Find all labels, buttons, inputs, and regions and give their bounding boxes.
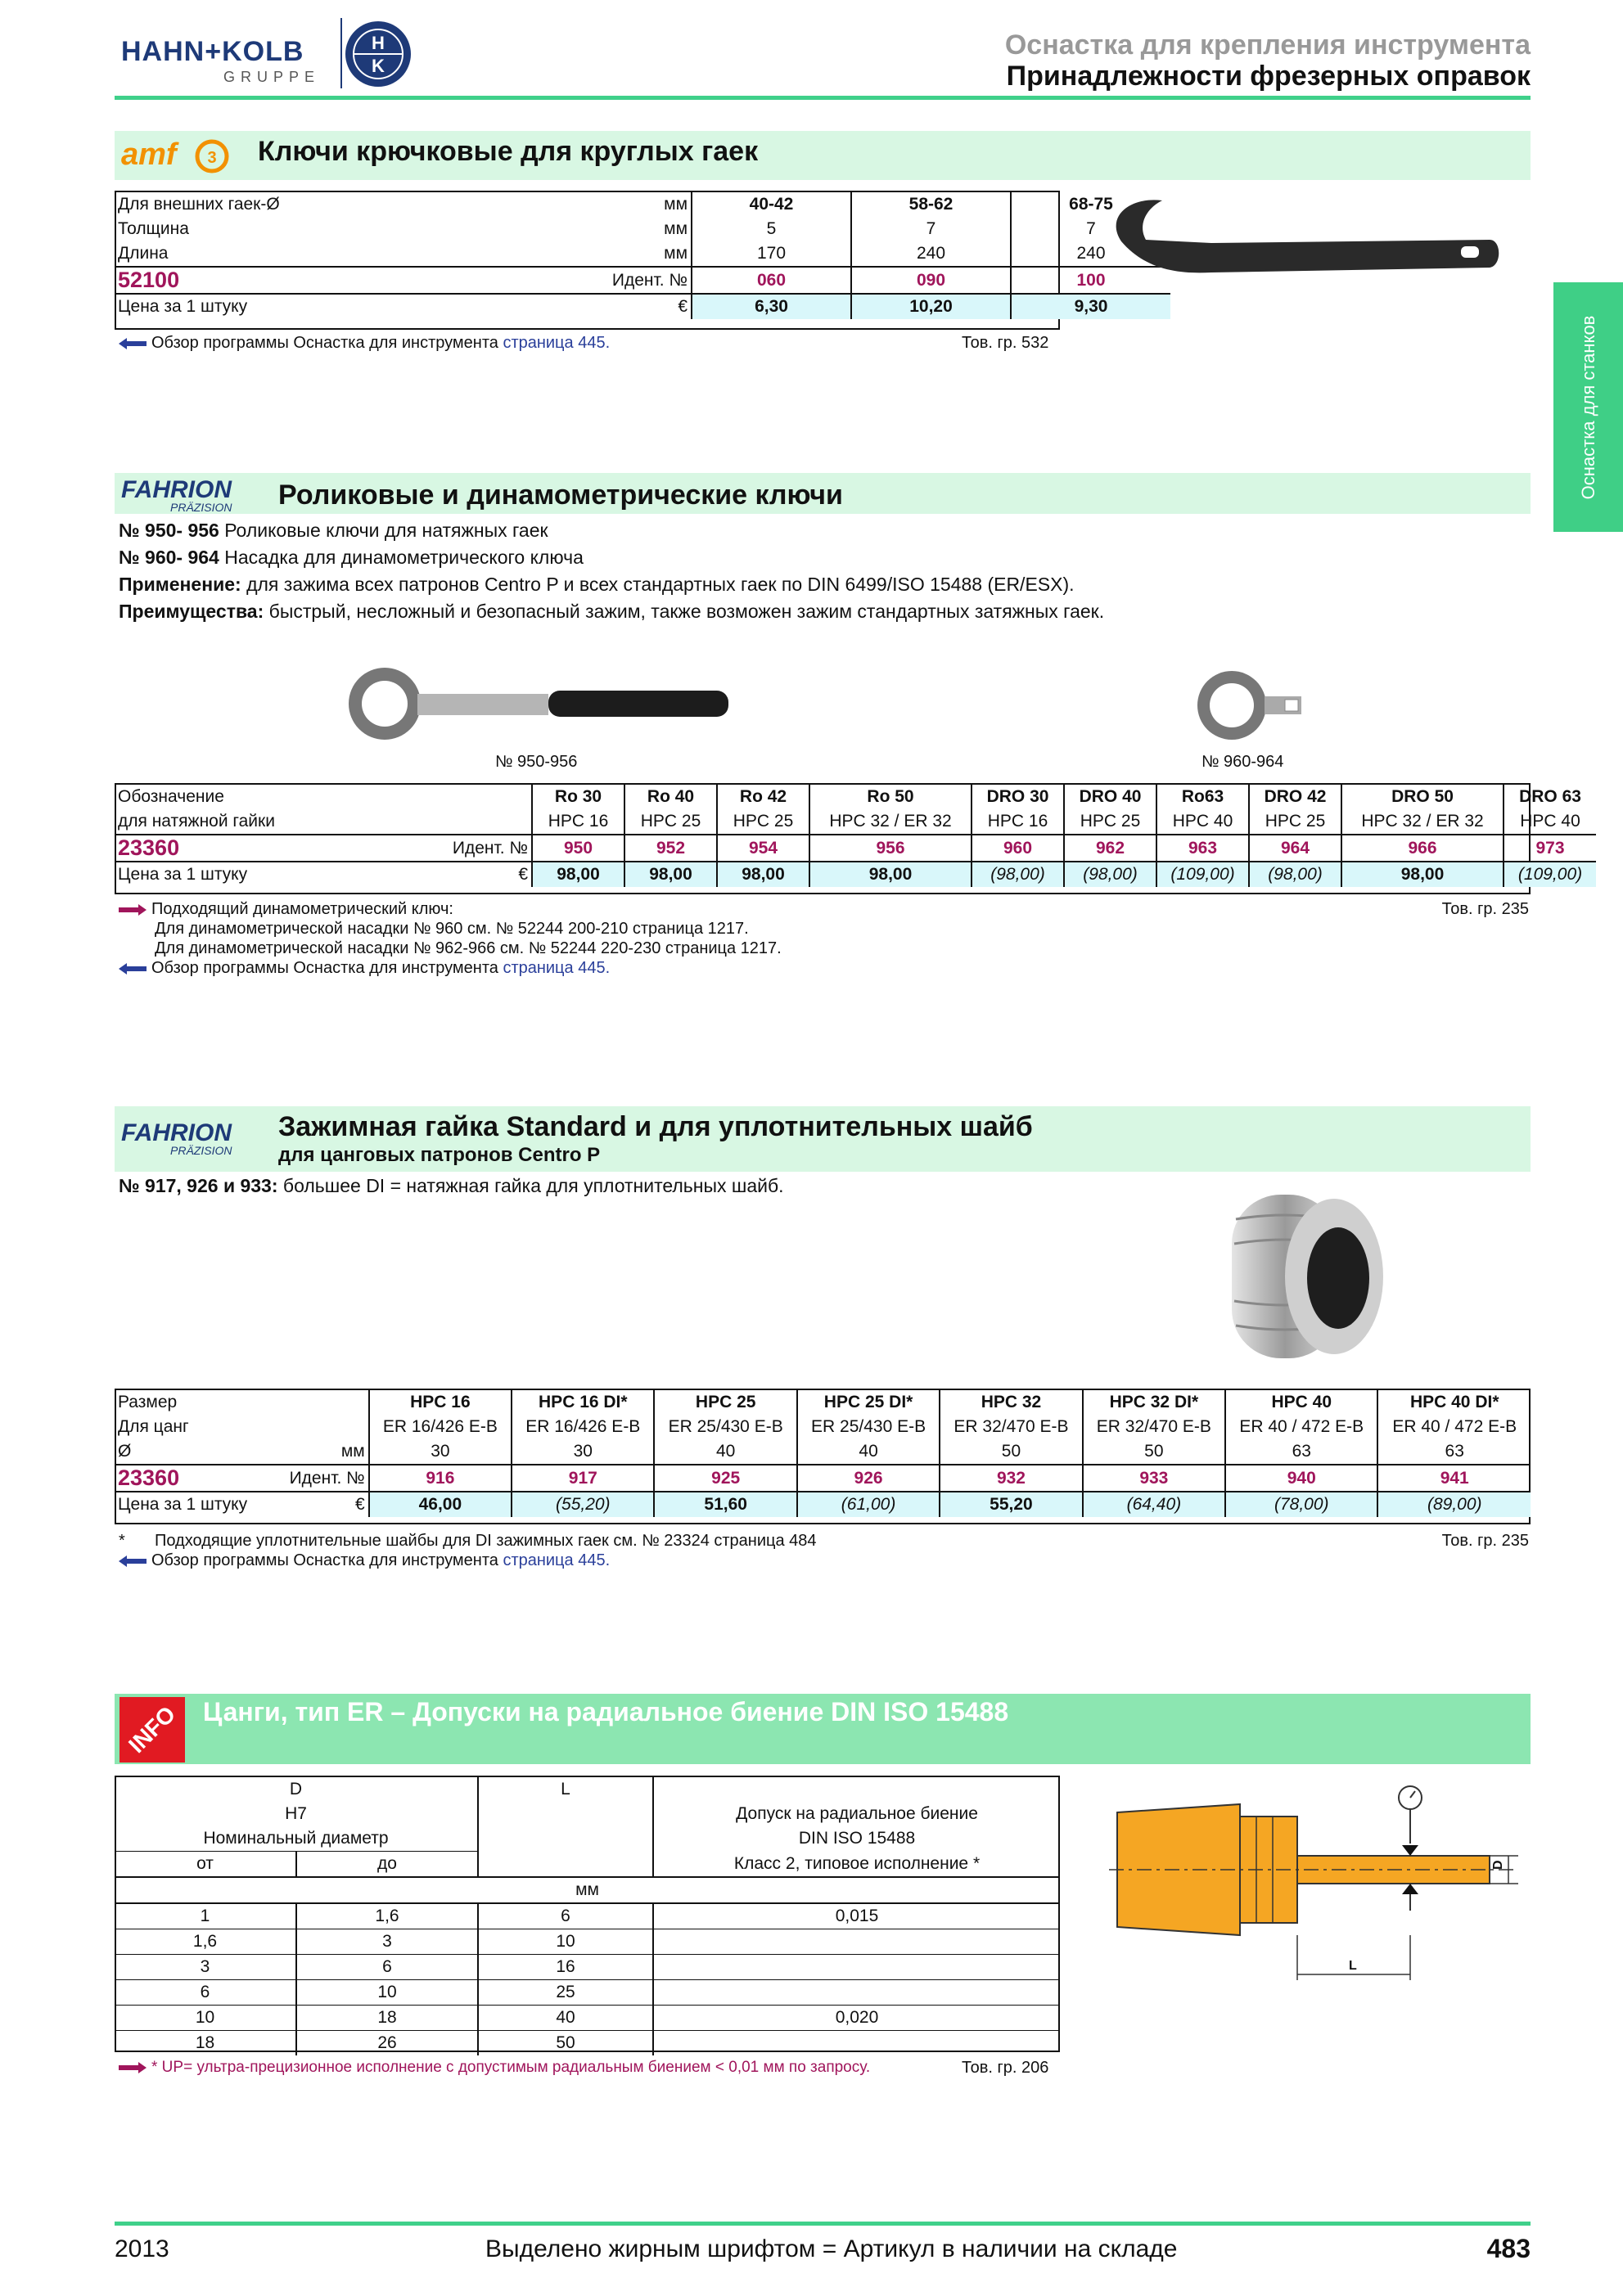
diagram-L-label: L: [1349, 1959, 1357, 1973]
price-cell: 51,60: [654, 1492, 796, 1517]
ident-cell[interactable]: 916: [369, 1465, 512, 1492]
line-bold: № 917, 926 и 933:: [119, 1175, 278, 1196]
fahrion-logo-sub: PRÄZISION: [170, 1144, 232, 1157]
section1-title: Ключи крючковые для круглых гаек: [258, 136, 759, 167]
price-label: Цена за 1 штуку: [115, 1492, 274, 1517]
section2-line3: [119, 574, 1075, 596]
line-text: быстрый, несложный и безопасный зажим, также возможен зажим стандартных затяжных гаек.: [264, 601, 1105, 622]
section3-table: [115, 1390, 1531, 1517]
price-cell: 6,30: [692, 294, 851, 319]
table-cell: HPC 40 DI*: [1377, 1390, 1531, 1415]
fahrion-logo-text: FAHRION: [121, 1119, 232, 1146]
currency: €: [422, 862, 532, 887]
table-cell: 7: [851, 217, 1011, 241]
table-cell: 30: [512, 1439, 654, 1465]
price-cell: 98,00: [717, 862, 809, 887]
overview-text: Обзор программы Оснастка для инструмента: [151, 959, 503, 977]
svg-text:K: K: [372, 56, 385, 76]
table-cell: HPC 40: [1225, 1390, 1377, 1415]
back-arrow-icon: [119, 1555, 147, 1567]
table-row: [115, 1852, 1060, 1878]
ident-cell[interactable]: 925: [654, 1465, 796, 1492]
ident-cell[interactable]: 926: [797, 1465, 940, 1492]
table-cell: 3: [296, 1929, 478, 1955]
header-tol1: Допуск на радиальное биение: [653, 1802, 1060, 1826]
note-text: * UP= ультра-прецизионное исполнение с допустимым радиальным биением < 0,01 мм по запросу.: [151, 2059, 871, 2076]
table-cell: Ro63: [1156, 785, 1249, 809]
section2-line1: [119, 520, 548, 542]
table-cell: 10: [478, 1929, 653, 1955]
article-number[interactable]: 23360: [115, 835, 422, 862]
table-cell: 30: [369, 1439, 512, 1465]
header-tol3: Класс 2, типовое исполнение *: [653, 1852, 1060, 1878]
section3-footnote-star: *: [119, 1532, 125, 1550]
table-cell: ER 16/426 E-B: [512, 1415, 654, 1439]
table-cell: DRO 63: [1504, 785, 1596, 809]
table-row: [115, 1929, 1060, 1955]
line-text: для зажима всех патронов Centro P и всех стандартных гаек по DIN 6499/ISO 15488 (ER/ESX).: [241, 574, 1075, 595]
table-cell: DRO 40: [1064, 785, 1156, 809]
table-cell: Ro 40: [624, 785, 717, 809]
table-cell: HPC 32 / ER 32: [1341, 809, 1504, 835]
header-L: L: [478, 1777, 653, 1802]
table-cell: 25: [478, 1980, 653, 2006]
price-label: Цена за 1 штуку: [115, 862, 422, 887]
table-cell: 63: [1377, 1439, 1531, 1465]
section2-overview: [119, 959, 610, 978]
table-row: [115, 2031, 1060, 2056]
logo-divider: [340, 18, 342, 88]
fahrion-logo-text: FAHRION: [121, 476, 232, 503]
currency: €: [577, 294, 692, 319]
amf-gear-icon: [195, 139, 229, 173]
overview-link[interactable]: страница 445.: [503, 959, 611, 977]
row-label: Для внешних гаек-Ø: [118, 195, 280, 214]
row-label: Обозначение: [118, 787, 224, 806]
table-cell: 50: [1083, 1439, 1225, 1465]
table-cell: 6: [200, 1983, 210, 2001]
section1-table: [115, 192, 1170, 319]
info-badge-icon: [119, 1697, 185, 1763]
side-tab-label: Оснастка для станков: [1577, 315, 1598, 499]
table-cell: ER 40 / 472 E-B: [1377, 1415, 1531, 1439]
table-cell: 50: [940, 1439, 1082, 1465]
ident-label: Идент. №: [422, 835, 532, 862]
price-cell: 55,20: [940, 1492, 1082, 1517]
currency: €: [274, 1492, 368, 1517]
section2-line2: [119, 547, 584, 569]
hk-emblem-icon: [344, 20, 413, 88]
price-label: Цена за 1 штуку: [115, 294, 577, 319]
table-cell: [653, 1929, 1060, 1955]
back-arrow-icon: [119, 338, 147, 349]
row-unit: мм: [340, 1442, 365, 1461]
table-cell: 5: [692, 217, 851, 241]
header-category: Оснастка для крепления инструмента: [1004, 29, 1531, 61]
row-unit: мм: [664, 195, 688, 214]
table-row: [115, 1777, 1060, 1802]
price-row: [115, 1492, 1531, 1517]
ident-cell[interactable]: 090: [851, 267, 1011, 294]
header-tol2: DIN ISO 15488: [653, 1826, 1060, 1852]
table-cell: 18: [195, 2033, 215, 2052]
price-row: [115, 862, 1596, 887]
table-cell: 0,020: [653, 2006, 1060, 2031]
table-cell: ER 32/470 E-B: [1083, 1415, 1225, 1439]
table-cell: ER 32/470 E-B: [940, 1415, 1082, 1439]
table-cell: [653, 2031, 1060, 2056]
table-cell: HPC 40: [1156, 809, 1249, 835]
table-row: [115, 1802, 1060, 1826]
table-cell: HPC 16 DI*: [512, 1390, 654, 1415]
table-cell: DRO 42: [1249, 785, 1341, 809]
section2-tov: Тов. гр. 235: [1441, 900, 1529, 918]
amf-logo-text: amf: [121, 137, 177, 172]
price-cell: 98,00: [624, 862, 717, 887]
table-cell: [653, 1955, 1060, 1980]
table-cell: ER 16/426 E-B: [369, 1415, 512, 1439]
unit-cell: мм: [115, 1877, 1060, 1903]
table-cell: HPC 32 / ER 32: [809, 809, 972, 835]
price-cell: (64,40): [1083, 1492, 1225, 1517]
table-cell: HPC 25 DI*: [797, 1390, 940, 1415]
ident-cell[interactable]: 963: [1156, 835, 1249, 862]
table-cell: 240: [1011, 241, 1170, 267]
table-cell: ER 25/430 E-B: [797, 1415, 940, 1439]
logo-text: HAHN+KOLB: [121, 36, 304, 67]
table-cell: HPC 25: [1064, 809, 1156, 835]
header-D: D: [289, 1780, 303, 1799]
price-cell: 98,00: [1341, 862, 1504, 887]
table-cell: 1,6: [296, 1903, 478, 1929]
table-cell: 1: [115, 1903, 296, 1929]
info-badge-text: INFO: [124, 1701, 181, 1758]
section4-table: [115, 1777, 1060, 2055]
row-label: Толщина: [118, 219, 189, 238]
unit-row: [115, 1877, 1060, 1903]
line-text: большее DI = натяжная гайка для уплотнительных шайб.: [277, 1175, 784, 1196]
table-row: [115, 1826, 1060, 1852]
fahrion-logo: [121, 476, 268, 514]
ident-cell[interactable]: 962: [1064, 835, 1156, 862]
price-cell: (61,00): [797, 1492, 940, 1517]
price-cell: (78,00): [1225, 1492, 1377, 1517]
table-cell: [478, 1852, 653, 1878]
clamping-nut-image: [1220, 1186, 1391, 1366]
table-cell: [478, 1826, 653, 1852]
price-cell: 98,00: [532, 862, 624, 887]
table-cell: [653, 1980, 1060, 2006]
table-cell: [478, 1802, 653, 1826]
table-cell: HPC 32 DI*: [1083, 1390, 1225, 1415]
row-label: Ø: [118, 1442, 132, 1461]
page-number: 483: [1486, 2234, 1531, 2263]
table-cell: 170: [692, 241, 851, 267]
price-cell: (109,00): [1156, 862, 1249, 887]
price-cell: (98,00): [972, 862, 1064, 887]
price-cell: (98,00): [1064, 862, 1156, 887]
ident-cell[interactable]: 966: [1341, 835, 1504, 862]
article-number[interactable]: 23360: [115, 1465, 274, 1492]
price-cell: (109,00): [1504, 862, 1596, 887]
table-cell: 40-42: [692, 192, 851, 217]
table-cell: 16: [478, 1955, 653, 1980]
line-bold: № 960- 964: [119, 547, 219, 568]
note-text: Подходящий динамометрический ключ:: [151, 900, 453, 918]
table-cell: [653, 1777, 1060, 1802]
svg-text:H: H: [372, 33, 385, 53]
line-bold: № 950- 956: [119, 520, 219, 541]
fahrion-logo-sub: PRÄZISION: [170, 501, 232, 514]
section1-overview: [119, 334, 610, 353]
table-cell: 18: [296, 2006, 478, 2031]
table-cell: 50: [478, 2031, 653, 2056]
table-row: [115, 785, 1596, 809]
company-logo: [121, 18, 416, 92]
ident-cell[interactable]: 964: [1249, 835, 1341, 862]
svg-text:3: 3: [207, 149, 217, 167]
ident-cell[interactable]: 917: [512, 1465, 654, 1492]
section2-line4: [119, 601, 1104, 623]
table-cell: 40: [478, 2006, 653, 2031]
row-unit: мм: [664, 244, 688, 263]
table-cell: HPC 40: [1504, 809, 1596, 835]
header-H7: H7: [285, 1804, 307, 1823]
section3-title: Зажимная гайка Standard и для уплотнительных шайб: [278, 1111, 1033, 1142]
line-bold: Применение:: [119, 574, 241, 595]
table-cell: 6: [478, 1903, 653, 1929]
collet-runout-diagram: [1109, 1780, 1522, 1992]
back-arrow-icon: [119, 963, 147, 975]
article-number[interactable]: 52100: [115, 267, 577, 294]
table-cell: 10: [296, 1980, 478, 2006]
section4-tov: Тов. гр. 206: [962, 2059, 1049, 2077]
row-label: Для цанг: [118, 1417, 189, 1436]
caption-960-964: № 960-964: [1201, 753, 1284, 771]
overview-link[interactable]: страница 445.: [503, 334, 611, 352]
row-label: для натяжной гайки: [118, 812, 275, 831]
section2-note1: [119, 900, 453, 919]
header-subcategory: Принадлежности фрезерных оправок: [1006, 61, 1531, 92]
table-row: [115, 241, 1170, 267]
section3-tov: Тов. гр. 235: [1441, 1532, 1529, 1550]
table-row: [115, 1439, 1531, 1465]
header-rule: [115, 96, 1531, 100]
logo-subtext: GRUPPE: [223, 69, 321, 85]
section2-note2: Для динамометрической насадки № 960 см. № 52244 200-210 страница 1217.: [155, 920, 749, 938]
ident-cell[interactable]: 100: [1011, 267, 1170, 294]
table-cell: 63: [1225, 1439, 1377, 1465]
table-cell: ER 25/430 E-B: [654, 1415, 796, 1439]
ident-cell[interactable]: 950: [532, 835, 624, 862]
footer-rule: [115, 2222, 1531, 2226]
roller-wrench-image: [344, 663, 737, 745]
ident-cell[interactable]: 933: [1083, 1465, 1225, 1492]
ident-cell[interactable]: 973: [1504, 835, 1596, 862]
table-cell: HPC 25: [654, 1390, 796, 1415]
ident-cell[interactable]: 960: [972, 835, 1064, 862]
ident-label: Идент. №: [274, 1465, 368, 1492]
table-cell: 58-62: [851, 192, 1011, 217]
section4-title: Цанги, тип ER – Допуски на радиальное биение DIN ISO 15488: [203, 1697, 1009, 1727]
table-cell: ER 40 / 472 E-B: [1225, 1415, 1377, 1439]
price-row: [115, 294, 1170, 319]
table-row: [115, 217, 1170, 241]
section3-footnote: Подходящие уплотнительные шайбы для DI зажимных гаек см. № 23324 страница 484: [155, 1532, 817, 1550]
price-cell: (98,00): [1249, 862, 1341, 887]
price-cell: 9,30: [1011, 294, 1170, 319]
table-cell: Ro 42: [717, 785, 809, 809]
diagram-D-label: D: [1491, 1860, 1505, 1870]
line-bold: Преимущества:: [119, 601, 264, 622]
overview-text: Обзор программы Оснастка для инструмента: [151, 1551, 503, 1569]
section1-tov: Тов. гр. 532: [962, 334, 1049, 352]
caption-950-956: № 950-956: [495, 753, 578, 771]
price-cell: (55,20): [512, 1492, 654, 1517]
table-cell: HPC 32: [940, 1390, 1082, 1415]
ident-row: [115, 1465, 1531, 1492]
table-cell: HPC 16: [972, 809, 1064, 835]
table-cell: HPC 25: [1249, 809, 1341, 835]
table-row: [115, 1980, 1060, 2006]
section3-overview: [119, 1551, 610, 1570]
section2-table: [115, 785, 1596, 887]
section3-subtitle: для цанговых патронов Centro P: [278, 1144, 601, 1166]
price-cell: 10,20: [851, 294, 1011, 319]
price-cell: (89,00): [1377, 1492, 1531, 1517]
table-cell: DRO 30: [972, 785, 1064, 809]
overview-text: Обзор программы Оснастка для инструмента: [151, 334, 503, 352]
section3-line1: [119, 1175, 784, 1197]
ident-row: [115, 835, 1596, 862]
table-cell: Ro 50: [809, 785, 972, 809]
table-row: [115, 1903, 1060, 1929]
header-nominal: Номинальный диаметр: [203, 1829, 389, 1848]
footer-year: 2013: [115, 2235, 169, 2262]
table-cell: 0,015: [653, 1903, 1060, 1929]
table-cell: 10: [195, 2008, 215, 2027]
table-cell: DRO 50: [1341, 785, 1504, 809]
header-to: до: [296, 1852, 478, 1878]
table-cell: 7: [1011, 217, 1170, 241]
table-row: [115, 809, 1596, 835]
row-unit: мм: [664, 219, 688, 238]
section4-note: [119, 2059, 870, 2077]
torque-adapter-image: [1195, 667, 1305, 745]
footer-legend: Выделено жирным шрифтом = Артикул в наличии на складе: [485, 2235, 1178, 2262]
price-cell: 46,00: [369, 1492, 512, 1517]
header-from: от: [115, 1852, 296, 1878]
ident-cell[interactable]: 954: [717, 835, 809, 862]
ident-cell[interactable]: 956: [809, 835, 972, 862]
table-cell: 40: [654, 1439, 796, 1465]
table-cell: 3: [200, 1957, 210, 1976]
ident-cell[interactable]: 940: [1225, 1465, 1377, 1492]
section2-note3: Для динамометрической насадки № 962-966 см. № 52244 220-230 страница 1217.: [155, 939, 782, 957]
row-label: Размер: [118, 1393, 178, 1411]
table-row: [115, 1415, 1531, 1439]
section2-title: Роликовые и динамометрические ключи: [278, 479, 843, 511]
ident-label: Идент. №: [577, 267, 692, 294]
row-label: Длина: [118, 244, 169, 263]
ident-cell[interactable]: 952: [624, 835, 717, 862]
price-cell: 98,00: [809, 862, 972, 887]
fahrion-logo: [121, 1119, 268, 1157]
ident-cell[interactable]: 941: [1377, 1465, 1531, 1492]
side-category-tab[interactable]: [1553, 282, 1623, 532]
ident-row: [115, 267, 1170, 294]
table-cell: HPC 25: [717, 809, 809, 835]
table-cell: 6: [296, 1955, 478, 1980]
table-row: [115, 1955, 1060, 1980]
forward-arrow-icon: [119, 2062, 147, 2073]
table-cell: 240: [851, 241, 1011, 267]
hook-wrench-image: [1097, 192, 1506, 282]
line-text: Роликовые ключи для натяжных гаек: [219, 520, 548, 541]
table-cell: 40: [797, 1439, 940, 1465]
ident-cell[interactable]: 060: [692, 267, 851, 294]
amf-logo: [121, 136, 236, 177]
overview-link[interactable]: страница 445.: [503, 1551, 611, 1569]
forward-arrow-icon: [119, 904, 147, 916]
table-cell: HPC 25: [624, 809, 717, 835]
ident-cell[interactable]: 932: [940, 1465, 1082, 1492]
table-cell: Ro 30: [532, 785, 624, 809]
table-cell: 26: [296, 2031, 478, 2056]
table-cell: 1,6: [192, 1932, 218, 1951]
table-cell: 68-75: [1011, 192, 1170, 217]
table-row: [115, 1390, 1531, 1415]
table-cell: HPC 16: [532, 809, 624, 835]
line-text: Насадка для динамометрического ключа: [219, 547, 584, 568]
table-cell: HPC 16: [369, 1390, 512, 1415]
table-row: [115, 192, 1170, 217]
table-row: [115, 2006, 1060, 2031]
